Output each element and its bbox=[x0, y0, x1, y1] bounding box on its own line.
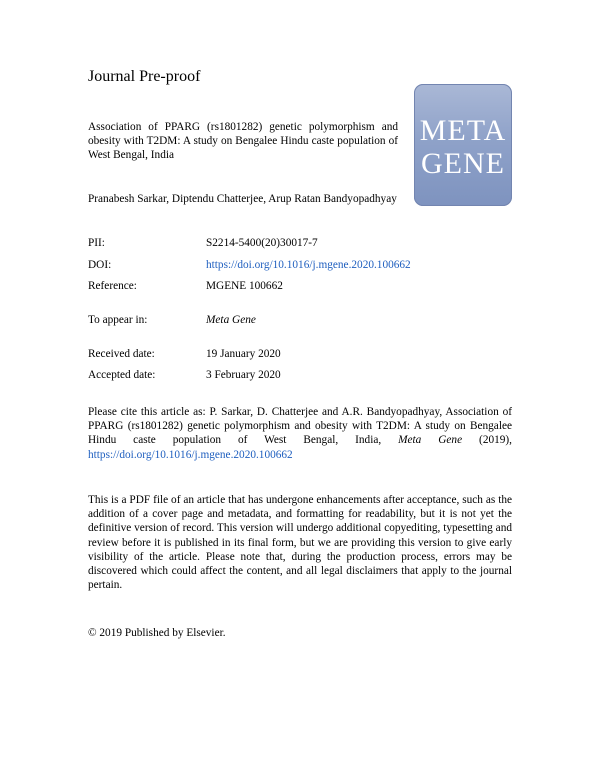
logo-line-meta: META bbox=[419, 114, 507, 147]
appear-label: To appear in: bbox=[88, 314, 148, 326]
accepted-label: Accepted date: bbox=[88, 369, 156, 381]
appear-value: Meta Gene bbox=[206, 314, 256, 326]
pii-value: S2214-5400(20)30017-7 bbox=[206, 237, 318, 249]
meta-gene-logo bbox=[414, 84, 512, 206]
citation-journal: Meta Gene bbox=[398, 434, 463, 447]
citation-year: (2019), bbox=[462, 434, 512, 447]
reference-value: MGENE 100662 bbox=[206, 280, 283, 292]
pii-label: PII: bbox=[88, 237, 105, 249]
citation-doi-link[interactable]: https://doi.org/10.1016/j.mgene.2020.100662 bbox=[88, 448, 293, 461]
doi-label: DOI: bbox=[88, 259, 112, 271]
logo-line-gene: GENE bbox=[421, 147, 505, 180]
article-authors: Pranabesh Sarkar, Diptendu Chatterjee, Arup Ratan Bandyopadhyay bbox=[88, 193, 397, 205]
notice-paragraph: This is a PDF file of an article that has undergone enhancements after acceptance, such as the addition of a cover page and metadata, and formatting for readability, but it is not yet the definitive version of record. This version will undergo additional copyediting, typesetting and review before it is published in its final form, but we are providing this version to give early visibility of the article. Please note that, during the production process, errors may be discovered which could affect the content, and all legal disclaimers that apply to the journal pertain. bbox=[88, 494, 512, 592]
citation-paragraph bbox=[88, 405, 512, 462]
received-label: Received date: bbox=[88, 348, 155, 360]
reference-label: Reference: bbox=[88, 280, 137, 292]
accepted-value: 3 February 2020 bbox=[206, 369, 281, 381]
citation-text: Please cite this article as: P. Sarkar, D. Chatterjee and A.R. Bandyopadhyay, Association of PPARG (rs1801282) genetic polymorphism and obesity with T2DM: A study on Bengalee Hindu caste population of West Bengal, India, bbox=[88, 406, 512, 447]
copyright-notice: © 2019 Published by Elsevier. bbox=[88, 627, 226, 639]
doi-link[interactable]: https://doi.org/10.1016/j.mgene.2020.100662 bbox=[206, 259, 411, 271]
journal-pre-proof-label: Journal Pre-proof bbox=[88, 68, 201, 85]
article-title: Association of PPARG (rs1801282) genetic polymorphism and obesity with T2DM: A study on Bengalee Hindu caste population of West Bengal, India bbox=[88, 121, 398, 161]
received-value: 19 January 2020 bbox=[206, 348, 281, 360]
